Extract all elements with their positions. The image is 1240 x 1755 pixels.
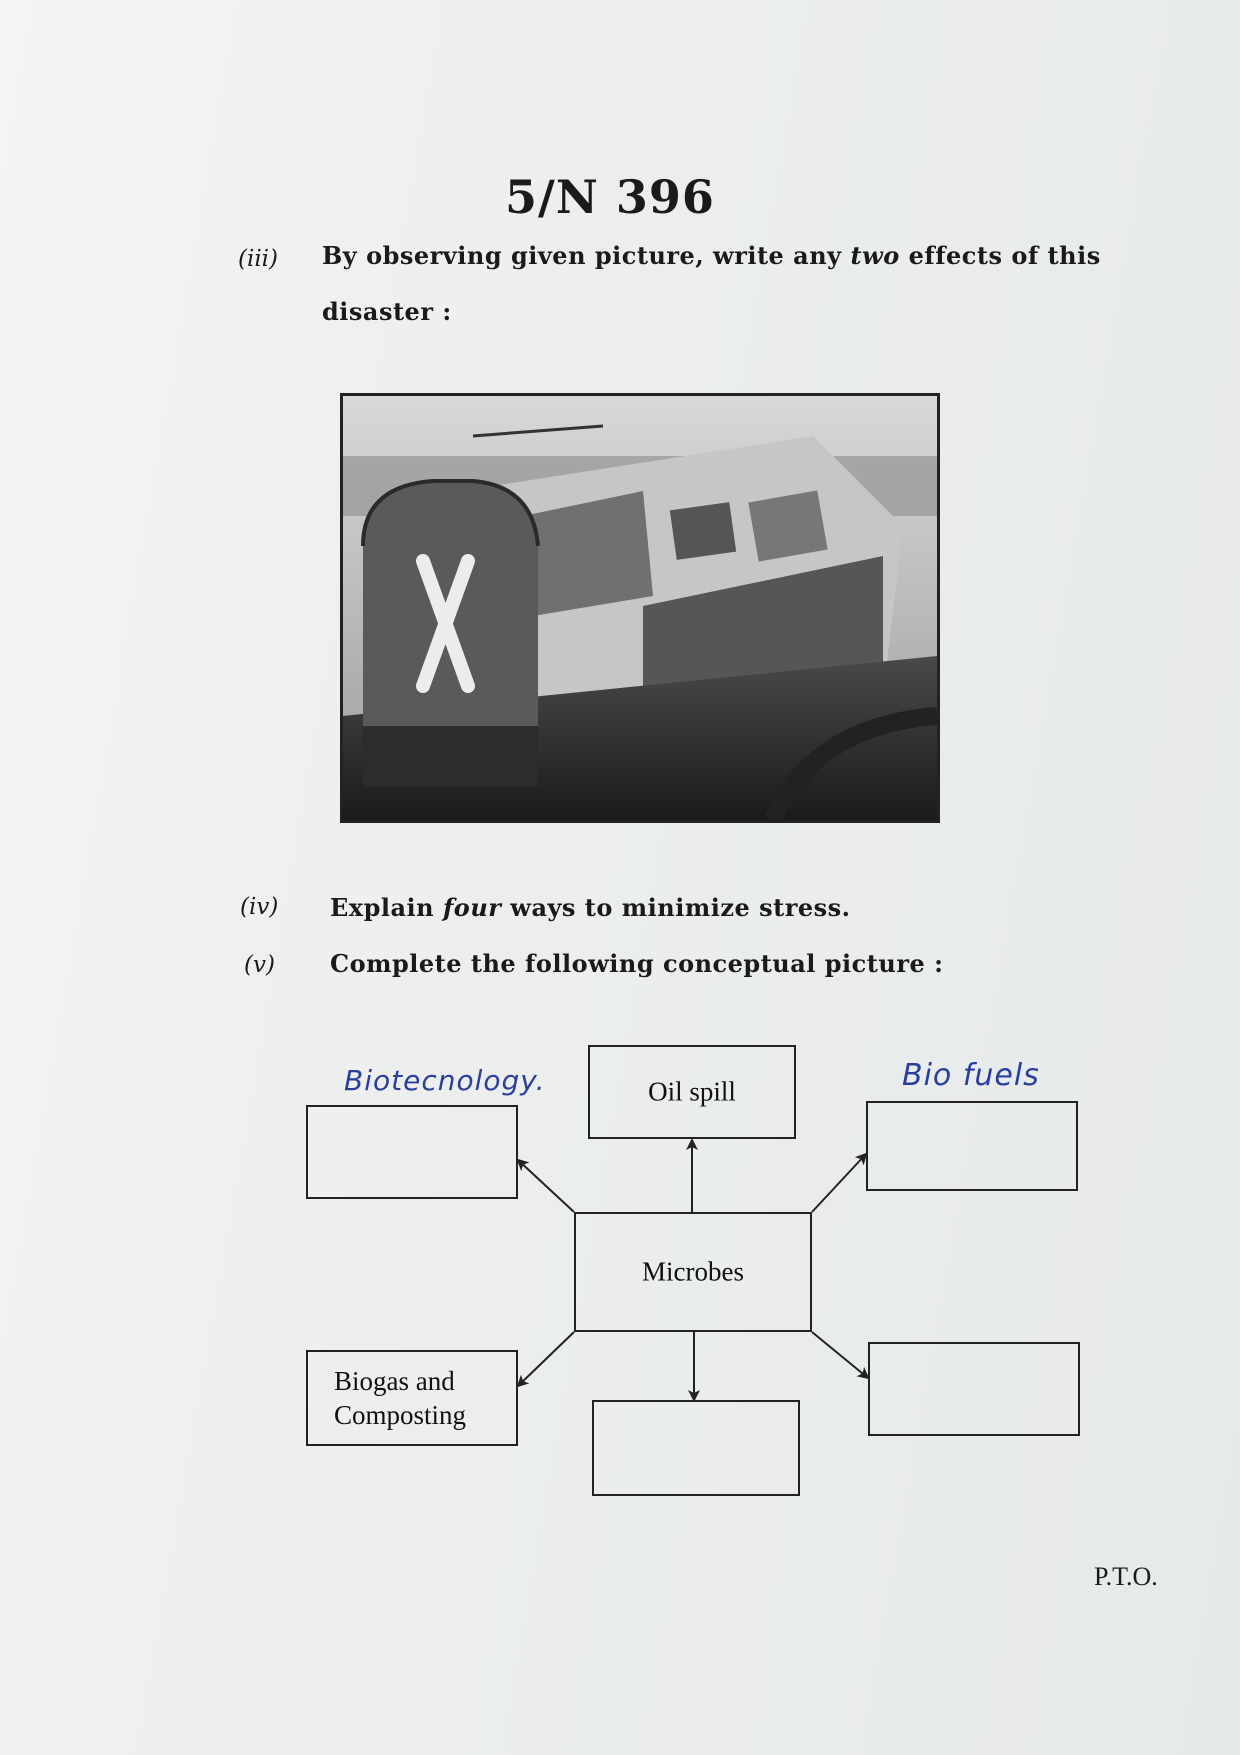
question-iv-text-start: Explain	[330, 893, 443, 922]
diagram-box-top-left[interactable]	[306, 1105, 518, 1199]
question-v-text: Complete the following conceptual picture :	[330, 949, 944, 978]
arrow-to-bottom-right	[812, 1332, 868, 1378]
diagram-box-bottom-left	[306, 1350, 518, 1446]
arrow-to-top-left	[518, 1160, 574, 1212]
paper-code: 5/N 396	[505, 170, 715, 224]
diagram-box-top-right[interactable]	[866, 1101, 1078, 1191]
diagram-label-bottom-left-line2: Composting	[334, 1400, 467, 1430]
diagram-label-center: Microbes	[642, 1256, 744, 1287]
diagram-box-top	[588, 1045, 796, 1139]
question-iv-emphasis: four	[442, 893, 502, 922]
question-iv-text-end: ways to minimize stress.	[501, 893, 851, 922]
question-number-v: (v)	[244, 952, 275, 978]
question-iii-emphasis: two	[850, 241, 900, 270]
handwritten-answer-top-left: Biotecnology.	[344, 1064, 546, 1097]
diagram-box-bottom[interactable]	[592, 1400, 800, 1496]
arrow-to-bottom-left	[518, 1332, 574, 1386]
question-number-iv: (iv)	[240, 894, 279, 920]
diagram-label-bottom-left	[334, 1364, 466, 1432]
question-number-iii: (iii)	[238, 246, 279, 272]
diagram-label-top: Oil spill	[648, 1076, 736, 1107]
diagram-box-center	[574, 1212, 812, 1332]
page-turn-note: P.T.O.	[1094, 1562, 1158, 1591]
handwritten-answer-top-right: Bio fuels	[902, 1058, 1040, 1093]
diagram-label-bottom-left-line1: Biogas and	[334, 1366, 455, 1396]
diagram-box-bottom-right[interactable]	[868, 1342, 1080, 1436]
question-iii-text-end: effects of this disaster :	[322, 241, 1101, 326]
arrow-to-top-right	[812, 1154, 866, 1212]
question-iii-text-start: By observing given picture, write any	[322, 241, 851, 270]
